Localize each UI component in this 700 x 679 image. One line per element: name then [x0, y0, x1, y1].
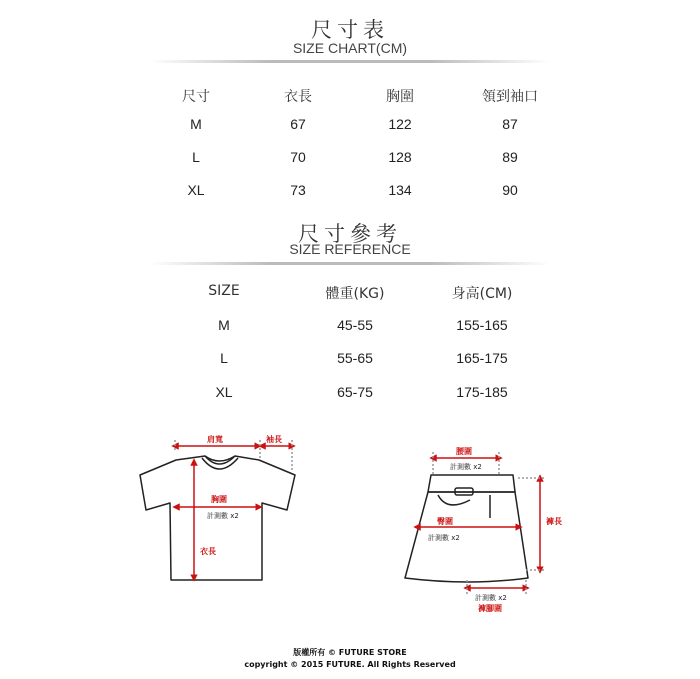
size-chart-cell: 67	[290, 116, 306, 132]
copyright-line-zh: 版權所有 © FUTURE STORE	[293, 648, 407, 657]
size-reference-cell: XL	[215, 384, 233, 400]
size-reference-cell: 175-185	[456, 384, 508, 400]
copyright-line-en: copyright © 2015 FUTURE. All Rights Reserved	[244, 660, 456, 669]
hip-note: 計測數 x2	[428, 534, 460, 542]
hip-label: 臀圍	[437, 517, 453, 526]
hem-label: 褲腳圍	[478, 604, 502, 613]
size-reference-cell: L	[220, 350, 228, 366]
size-chart-title: 尺寸表	[311, 18, 389, 42]
size-chart-cell: 122	[388, 116, 412, 132]
size-reference-header: 身高(CM)	[451, 286, 513, 302]
size-reference-subtitle: SIZE REFERENCE	[289, 241, 411, 257]
size-chart-header: 領到袖口	[482, 89, 538, 105]
skirt-icon	[405, 475, 528, 582]
size-reference-header: 體重(KG)	[325, 286, 385, 302]
size-chart-cell: 70	[290, 149, 306, 165]
size-chart-cell: 89	[502, 149, 518, 165]
waist-note: 計測數 x2	[450, 463, 482, 471]
size-chart-cell: XL	[187, 182, 205, 198]
size-chart-header: 尺寸	[182, 89, 210, 105]
size-chart-cell: L	[192, 149, 200, 165]
shoulder-label: 肩寬	[207, 435, 223, 444]
size-reference-cell: 45-55	[337, 317, 373, 333]
sleeve-label: 袖長	[266, 435, 282, 444]
chest-label: 胸圍	[211, 495, 227, 504]
size-reference-cell: 165-175	[456, 350, 508, 366]
size-chart-cell: 90	[502, 182, 518, 198]
size-chart-header: 衣長	[284, 89, 312, 105]
size-chart-cell: 73	[290, 182, 306, 198]
hem-note: 計測數 x2	[475, 594, 507, 602]
size-chart-header: 胸圍	[386, 89, 414, 105]
size-reference-cell: 55-65	[337, 350, 373, 366]
waist-label: 腰圍	[456, 447, 472, 456]
size-reference-cell: 155-165	[456, 317, 508, 333]
skirt-length-label: 褲長	[546, 517, 562, 526]
size-reference-cell: M	[218, 317, 230, 333]
size-chart-cell: 134	[388, 182, 412, 198]
size-reference-title: 尺寸參考	[298, 222, 402, 246]
size-chart-subtitle: SIZE CHART(CM)	[292, 40, 408, 56]
length-label: 衣長	[200, 547, 216, 556]
size-reference-cell: 65-75	[337, 384, 373, 400]
tshirt-measurements	[175, 440, 292, 578]
size-reference-header: SIZE	[208, 283, 240, 299]
size-chart-cell: M	[190, 116, 202, 132]
size-chart-cell: 128	[388, 149, 412, 165]
chest-note: 計測數 x2	[207, 512, 239, 520]
size-chart-cell: 87	[502, 116, 518, 132]
